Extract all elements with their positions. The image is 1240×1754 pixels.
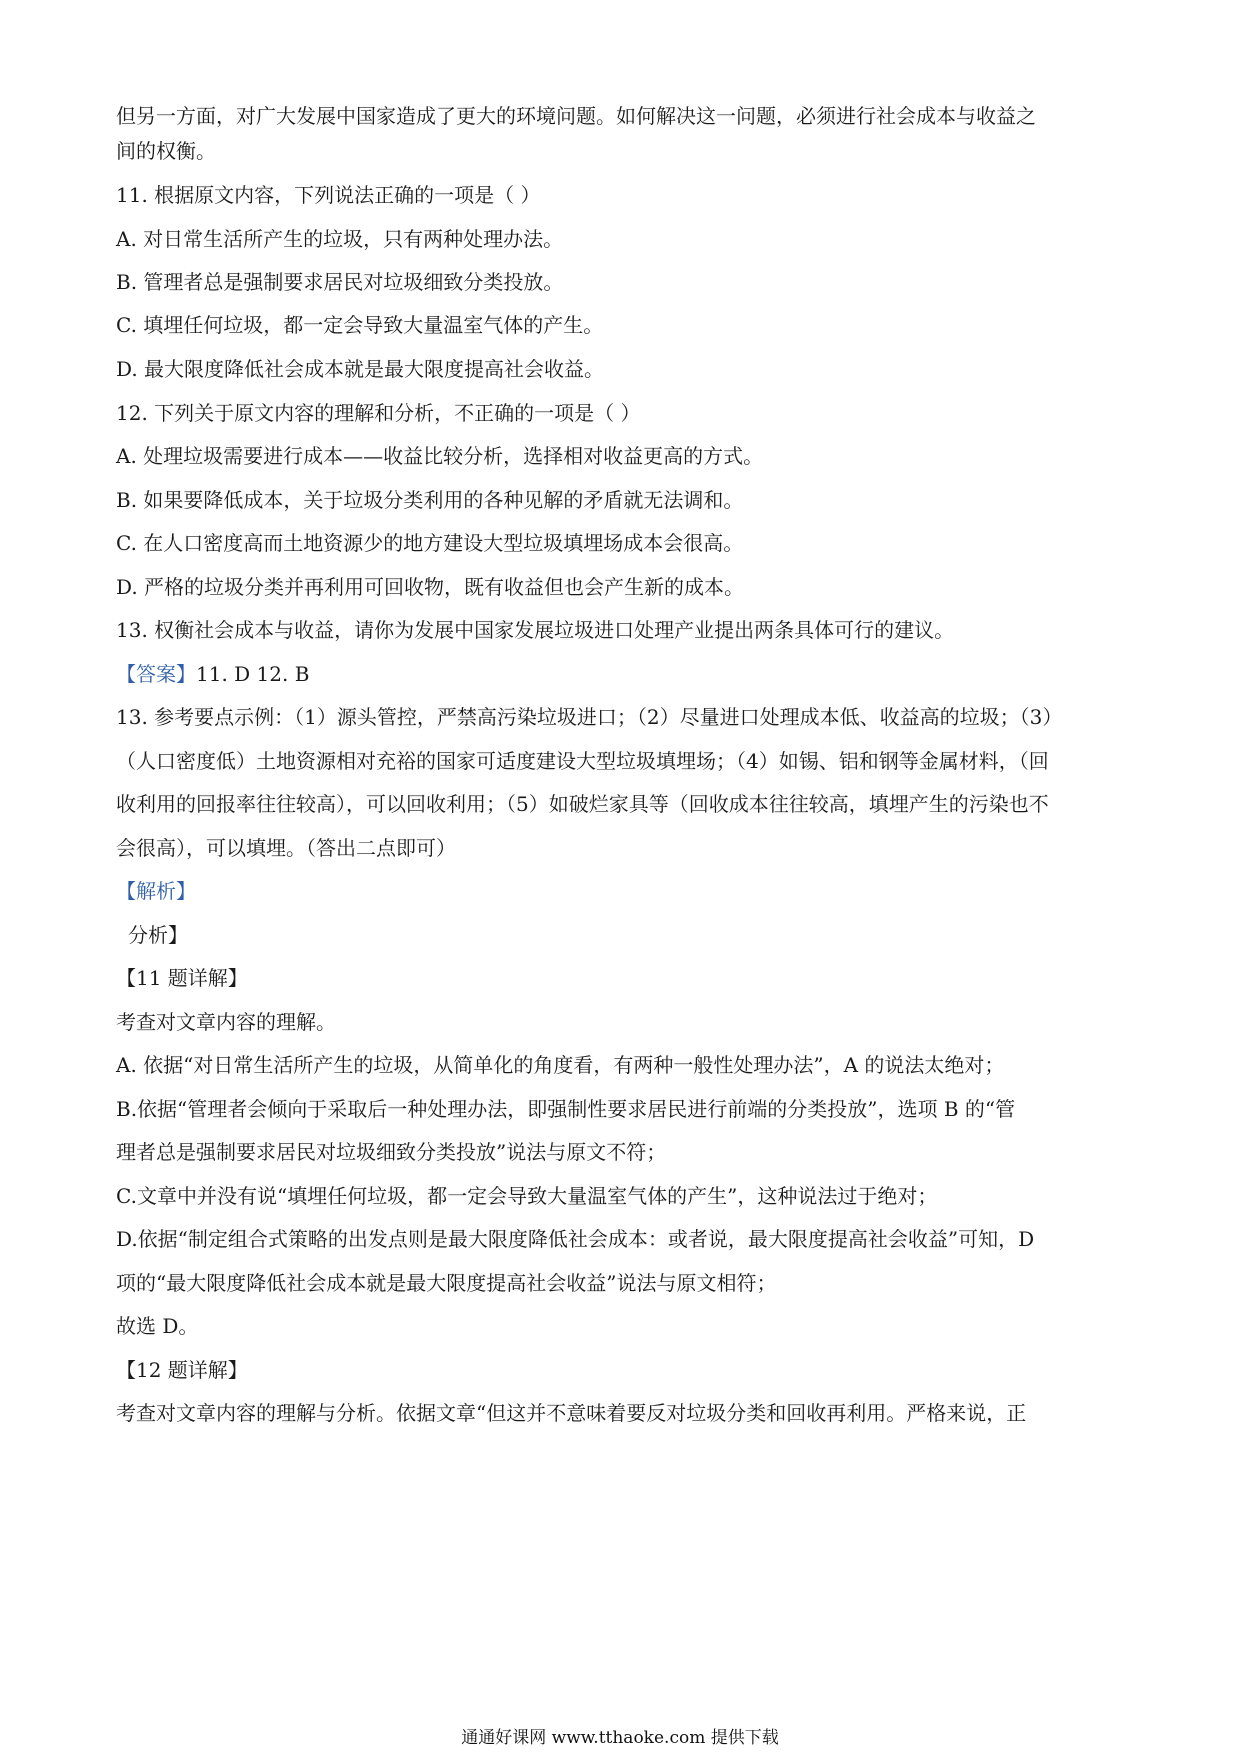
question-12-option-b: B. 如果要降低成本，关于垃圾分类利用的各种见解的矛盾就无法调和。 [116,488,744,512]
detail-11-option-b-line-1: B.依据“管理者会倾向于采取后一种处理办法，即强制性要求居民进行前端的分类投放”，选项 B 的“管 [116,1097,1016,1121]
answer-13-line-2: （人口密度低）土地资源相对充裕的国家可适度建设大型垃圾填埋场；（4）如锡、铝和钢等金属材料，（回 [116,749,1049,773]
question-11-option-b: B. 管理者总是强制要求居民对垃圾细致分类投放。 [116,270,564,294]
detail-12-heading: 【12 题详解】 [116,1358,248,1382]
question-12-option-a: A. 处理垃圾需要进行成本——收益比较分析，选择相对收益更高的方式。 [116,444,764,468]
answer-13-line-3: 收利用的回报率往往较高），可以回收利用；（5）如破烂家具等（回收成本往往较高，填埋产生的污染也不 [116,792,1049,816]
passage-line-2: 间的权衡。 [116,139,216,163]
detail-12-intro: 考查对文章内容的理解与分析。依据文章“但这并不意味着要反对垃圾分类和回收再利用。严格来说，正 [116,1401,1027,1425]
passage-line-1: 但另一方面，对广大发展中国家造成了更大的环境问题。如何解决这一问题，必须进行社会成本与收益之 [116,104,1036,128]
detail-11-option-c: C.文章中并没有说“填埋任何垃圾，都一定会导致大量温室气体的产生”，这种说法过于绝对； [116,1184,938,1208]
question-13-stem: 13. 权衡社会成本与收益，请你为发展中国家发展垃圾进口处理产业提出两条具体可行的建议。 [116,618,955,642]
question-11-option-a: A. 对日常生活所产生的垃圾，只有两种处理办法。 [116,227,564,251]
question-12-stem: 12. 下列关于原文内容的理解和分析，不正确的一项是（ ） [116,401,641,425]
question-11-stem: 11. 根据原文内容，下列说法正确的一项是（ ） [116,183,541,207]
detail-11-intro: 考查对文章内容的理解。 [116,1010,336,1034]
analysis-heading [116,876,1130,906]
answer-line [116,659,1130,689]
detail-11-conclusion: 故选 D。 [116,1314,199,1338]
page-footer: 通通好课网 www.tthaoke.com 提供下载 [461,1728,779,1748]
detail-11-option-d-line-1: D.依据“制定组合式策略的出发点则是最大限度降低社会成本：或者说，最大限度提高社会收益”可知，D [116,1227,1035,1251]
question-11-option-d: D. 最大限度降低社会成本就是最大限度提高社会收益。 [116,357,605,381]
answer-tag: 【答案】 [116,662,196,686]
detail-11-option-d-line-2: 项的“最大限度降低社会成本就是最大限度提高社会收益”说法与原文相符； [116,1271,777,1295]
answer-13-line-4: 会很高），可以填埋。（答出二点即可） [116,836,456,860]
question-12-option-d: D. 严格的垃圾分类并再利用可回收物，既有收益但也会产生新的成本。 [116,575,745,599]
answer-13-line-1: 13. 参考要点示例：（1）源头管控，严禁高污染垃圾进口；（2）尽量进口处理成本低、收益高的垃圾；（3） [116,705,1063,729]
question-11-option-c: C. 填埋任何垃圾，都一定会导致大量温室气体的产生。 [116,313,604,337]
analysis-subheading: 分析】 [128,923,188,947]
detail-11-option-a: A. 依据“对日常生活所产生的垃圾，从简单化的角度看，有两种一般性处理办法”，A 的说法太绝对； [116,1053,1005,1077]
analysis-tag: 【解析】 [116,879,196,903]
detail-11-heading: 【11 题详解】 [116,966,248,990]
question-12-option-c: C. 在人口密度高而土地资源少的地方建设大型垃圾填埋场成本会很高。 [116,531,744,555]
answer-text: 11. D 12. B [196,662,310,686]
detail-11-option-b-line-2: 理者总是强制要求居民对垃圾细致分类投放”说法与原文不符； [116,1140,667,1164]
